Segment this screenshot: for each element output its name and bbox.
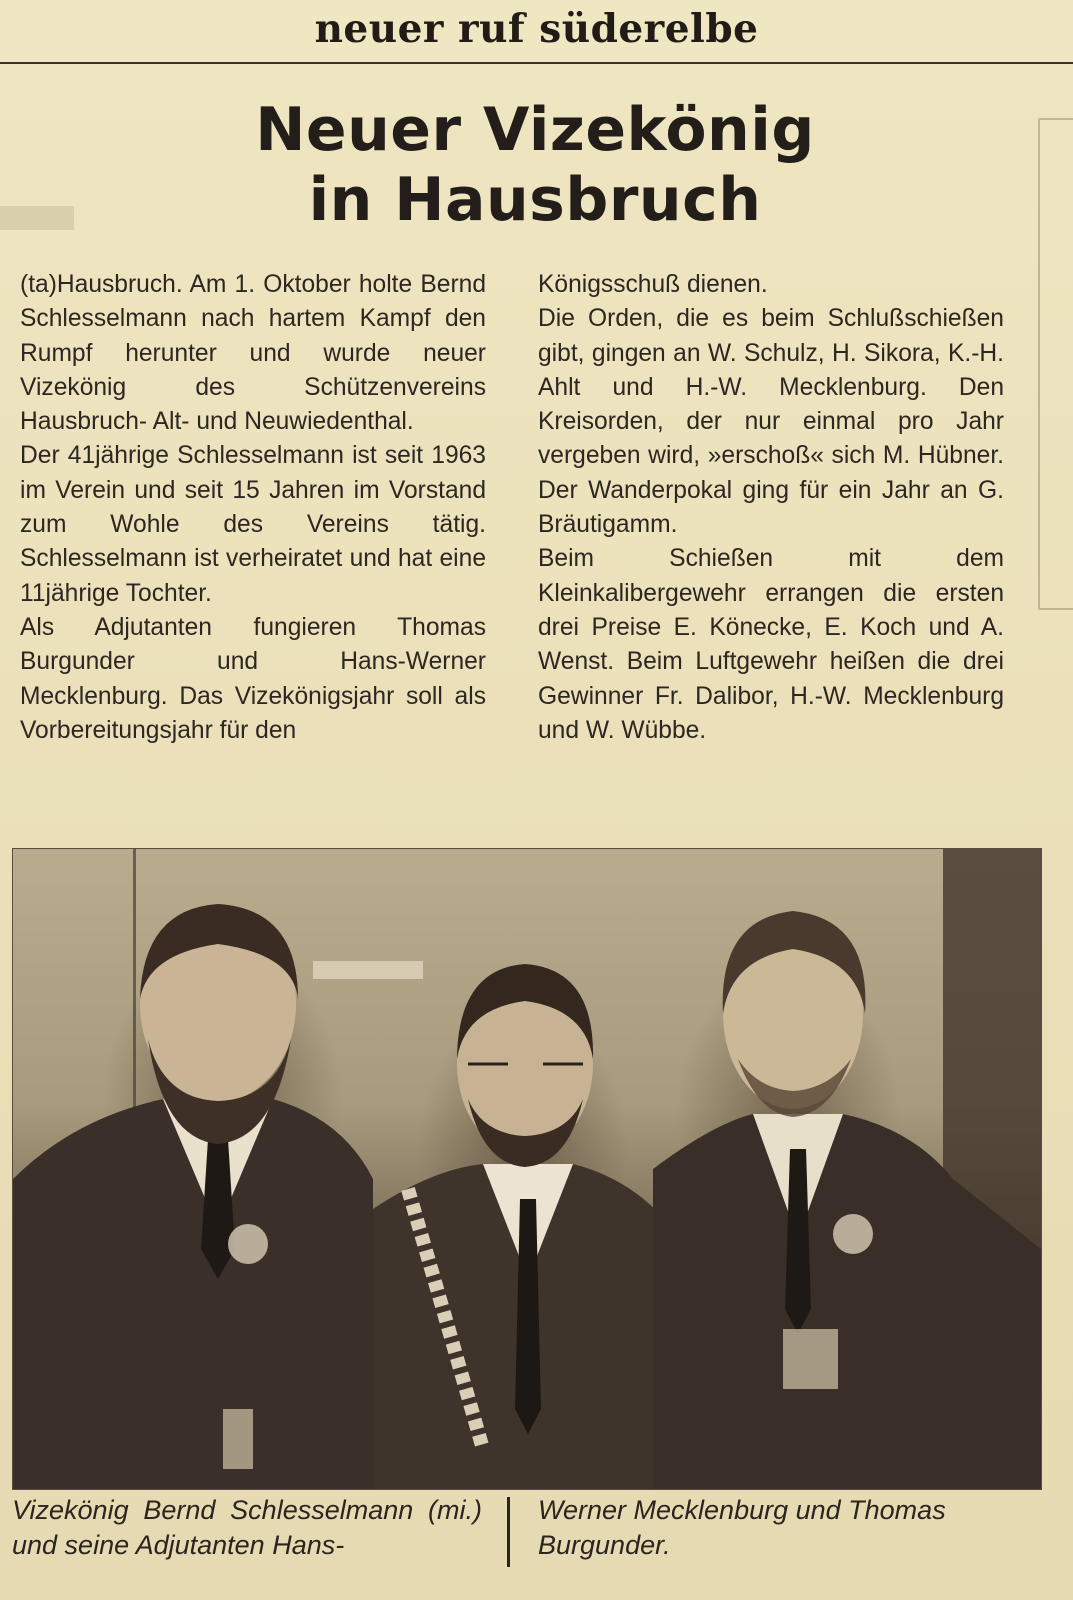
article-column-left	[20, 268, 486, 748]
adjacent-article-frame	[1038, 118, 1073, 610]
masthead	[0, 0, 1073, 64]
bleed-through-text: ▬	[0, 157, 74, 248]
three-men-portrait-illustration	[13, 849, 1041, 1489]
photo-caption-left: Vizekönig Bernd Schlesselmann (mi.) und seine Adjutanten Hans-	[12, 1495, 482, 1560]
paragraph: Der 41jährige Schlesselmann ist seit 1963 im Verein und seit 15 Jahren im Vorstand zum Wohle des Vereins tätig. Schlesselmann ist verheiratet und hat eine 11jährige Tochter.	[20, 442, 486, 607]
article-photo	[12, 848, 1042, 1490]
paragraph: Als Adjutanten fungieren Thomas Burgunder und Hans-Werner Mecklenburg. Das Vizekönigsjahr soll als Vorbereitungsjahr für den	[20, 613, 486, 744]
caption-divider	[507, 1497, 510, 1567]
headline	[130, 95, 940, 235]
paragraph: Die Orden, die es beim Schlußschießen gibt, gingen an W. Schulz, H. Sikora, K.-H. Ahlt und H.-W. Mecklenburg. Den Kreisorden, der nur einmal pro Jahr vergeben wird, »erschoß« sich M. Hübner. Der Wanderpokal ging für ein Jahr an G. Bräutigamm.	[538, 305, 1004, 539]
article-column-right	[538, 268, 1004, 748]
paragraph: Königsschuß dienen.	[538, 271, 768, 298]
headline-line-1: Neuer Vizekönig	[255, 95, 815, 165]
photo-caption-right: Werner Mecklenburg und Thomas Burgunder.	[538, 1495, 946, 1560]
masthead-title: neuer ruf süderelbe	[314, 6, 759, 52]
headline-line-2: in Hausbruch	[308, 165, 762, 235]
paragraph: (ta)Hausbruch. Am 1. Oktober holte Bernd Schlesselmann nach hartem Kampf den Rumpf herunter und wurde neuer Vizekönig des Schützenvereins Hausbruch- Alt- und Neuwiedenthal.	[20, 271, 486, 436]
paragraph: Beim Schießen mit dem Kleinkalibergewehr errangen die ersten drei Preise E. Könecke, E. Koch und A. Wenst. Beim Luftgewehr heißen die drei Gewinner Fr. Dalibor, H.-W. Mecklenburg und W. Wübbe.	[538, 545, 1004, 744]
